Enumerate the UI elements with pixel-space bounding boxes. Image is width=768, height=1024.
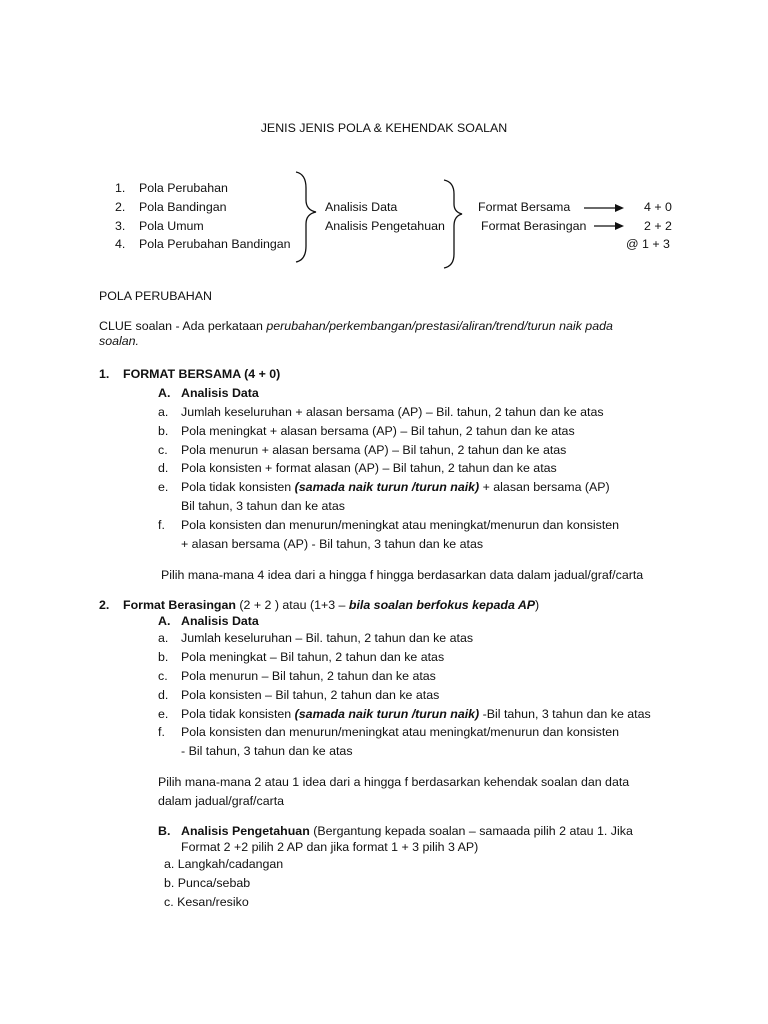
format-value: @ 1 + 3: [626, 237, 670, 251]
analisis-pengetahuan-desc: (Bergantung kepada soalan – samaada pilih 2 atau 1. Jika: [309, 824, 633, 838]
analisis-label: Analisis Data: [325, 200, 398, 214]
selection-note: Pilih mana-mana 2 atau 1 idea dari a hingga f berdasarkan kehendak soalan dan data: [158, 775, 630, 789]
clue-line-2: soalan.: [99, 334, 139, 348]
clue-prefix: CLUE soalan - Ada perkataan: [99, 319, 267, 333]
item-letter: e.: [158, 707, 169, 721]
item-letter: a.: [158, 405, 169, 419]
list-item: Pola menurun + alasan bersama (AP) – Bil tahun, 2 tahun dan ke atas: [181, 443, 567, 457]
format-label: Format Bersama: [478, 200, 571, 214]
list-item: c. Kesan/resiko: [164, 895, 249, 909]
selection-note: Pilih mana-mana 4 idea dari a hingga f hingga berdasarkan data dalam jadual/graf/carta: [161, 568, 644, 582]
list-item: Pola menurun – Bil tahun, 2 tahun dan ke atas: [181, 669, 436, 683]
format-value: 4 + 0: [644, 200, 672, 214]
pola-label: Pola Bandingan: [139, 200, 227, 214]
list-item: [181, 480, 610, 495]
analisis-label: Analisis Pengetahuan: [325, 219, 445, 233]
pola-label: Pola Perubahan: [139, 181, 228, 195]
list-item: b. Punca/sebab: [164, 876, 251, 890]
item-letter: a.: [158, 631, 169, 645]
sub-letter: A.: [158, 614, 171, 628]
item-letter: d.: [158, 461, 169, 475]
list-item: Jumlah keseluruhan + alasan bersama (AP) – Bil. tahun, 2 tahun dan ke atas: [181, 405, 604, 419]
format-bersama-heading: FORMAT BERSAMA (4 + 0): [123, 367, 281, 381]
pola-num: 3.: [115, 219, 126, 233]
right-brace-icon: [296, 172, 316, 262]
item-letter: f.: [158, 725, 165, 739]
item-letter: c.: [158, 443, 168, 457]
item-e-pre: Pola tidak konsisten: [181, 707, 295, 721]
format-berasingan-heading: [123, 598, 539, 613]
item-letter: d.: [158, 688, 169, 702]
section-number: 1.: [99, 367, 110, 381]
analisis-pengetahuan-desc-continuation: Format 2 +2 pilih 2 AP dan jika format 1 + 3 pilih 3 AP): [181, 840, 479, 854]
sub-letter: B.: [158, 824, 171, 838]
heading-end: ): [535, 598, 540, 612]
clue-line-1: [99, 319, 613, 334]
format-label: Format Berasingan: [481, 219, 587, 233]
list-item: Pola konsisten dan menurun/meningkat atau meningkat/menurun dan konsisten: [181, 725, 620, 739]
list-item-continuation: Bil tahun, 3 tahun dan ke atas: [181, 499, 345, 513]
list-item: Jumlah keseluruhan – Bil. tahun, 2 tahun dan ke atas: [181, 631, 474, 645]
list-item: Pola meningkat – Bil tahun, 2 tahun dan ke atas: [181, 650, 445, 664]
section-heading: POLA PERUBAHAN: [99, 289, 212, 303]
item-e-italic: (samada naik turun /turun naik): [294, 707, 480, 721]
pola-label: Pola Umum: [139, 219, 204, 233]
list-item-continuation: - Bil tahun, 3 tahun dan ke atas: [181, 744, 353, 758]
item-e-post: + alasan bersama (AP): [479, 480, 610, 494]
analisis-pengetahuan: [181, 824, 633, 839]
pola-num: 4.: [115, 237, 126, 251]
clue-keywords: perubahan/perkembangan/prestasi/aliran/trend/turun naik pada: [266, 319, 613, 333]
list-item: Pola konsisten – Bil tahun, 2 tahun dan ke atas: [181, 688, 440, 702]
list-item: Pola konsisten + format alasan (AP) – Bil tahun, 2 tahun dan ke atas: [181, 461, 557, 475]
analisis-data-heading: Analisis Data: [181, 386, 259, 400]
item-e-italic: (samada naik turun /turun naik): [294, 480, 480, 494]
list-item: Pola meningkat + alasan bersama (AP) – Bil tahun, 2 tahun dan ke atas: [181, 424, 575, 438]
analisis-data-heading: Analisis Data: [181, 614, 259, 628]
page-title: JENIS JENIS POLA & KEHENDAK SOALAN: [260, 121, 508, 135]
item-letter: c.: [158, 669, 168, 683]
pola-num: 1.: [115, 181, 126, 195]
list-item: [181, 707, 651, 722]
item-letter: b.: [158, 424, 169, 438]
pola-label: Pola Perubahan Bandingan: [139, 237, 291, 251]
right-brace-icon: [444, 180, 462, 268]
heading-italic: bila soalan berfokus kepada AP: [348, 598, 536, 612]
list-item: Pola konsisten dan menurun/meningkat atau meningkat/menurun dan konsisten: [181, 518, 620, 532]
selection-note-continuation: dalam jadual/graf/carta: [158, 794, 285, 808]
heading-bold: Format Berasingan: [123, 598, 236, 612]
sub-letter: A.: [158, 386, 171, 400]
item-letter: e.: [158, 480, 169, 494]
list-item: a. Langkah/cadangan: [164, 857, 284, 871]
format-value: 2 + 2: [644, 219, 672, 233]
analisis-pengetahuan-heading: Analisis Pengetahuan: [181, 824, 310, 838]
pola-num: 2.: [115, 200, 126, 214]
item-letter: b.: [158, 650, 169, 664]
heading-mid: (2 + 2 ) atau (1+3 –: [235, 598, 349, 612]
section-number: 2.: [99, 598, 110, 612]
list-item-continuation: + alasan bersama (AP) - Bil tahun, 3 tahun dan ke atas: [181, 537, 484, 551]
item-e-pre: Pola tidak konsisten: [181, 480, 295, 494]
item-e-post: -Bil tahun, 3 tahun dan ke atas: [479, 707, 651, 721]
item-letter: f.: [158, 518, 165, 532]
